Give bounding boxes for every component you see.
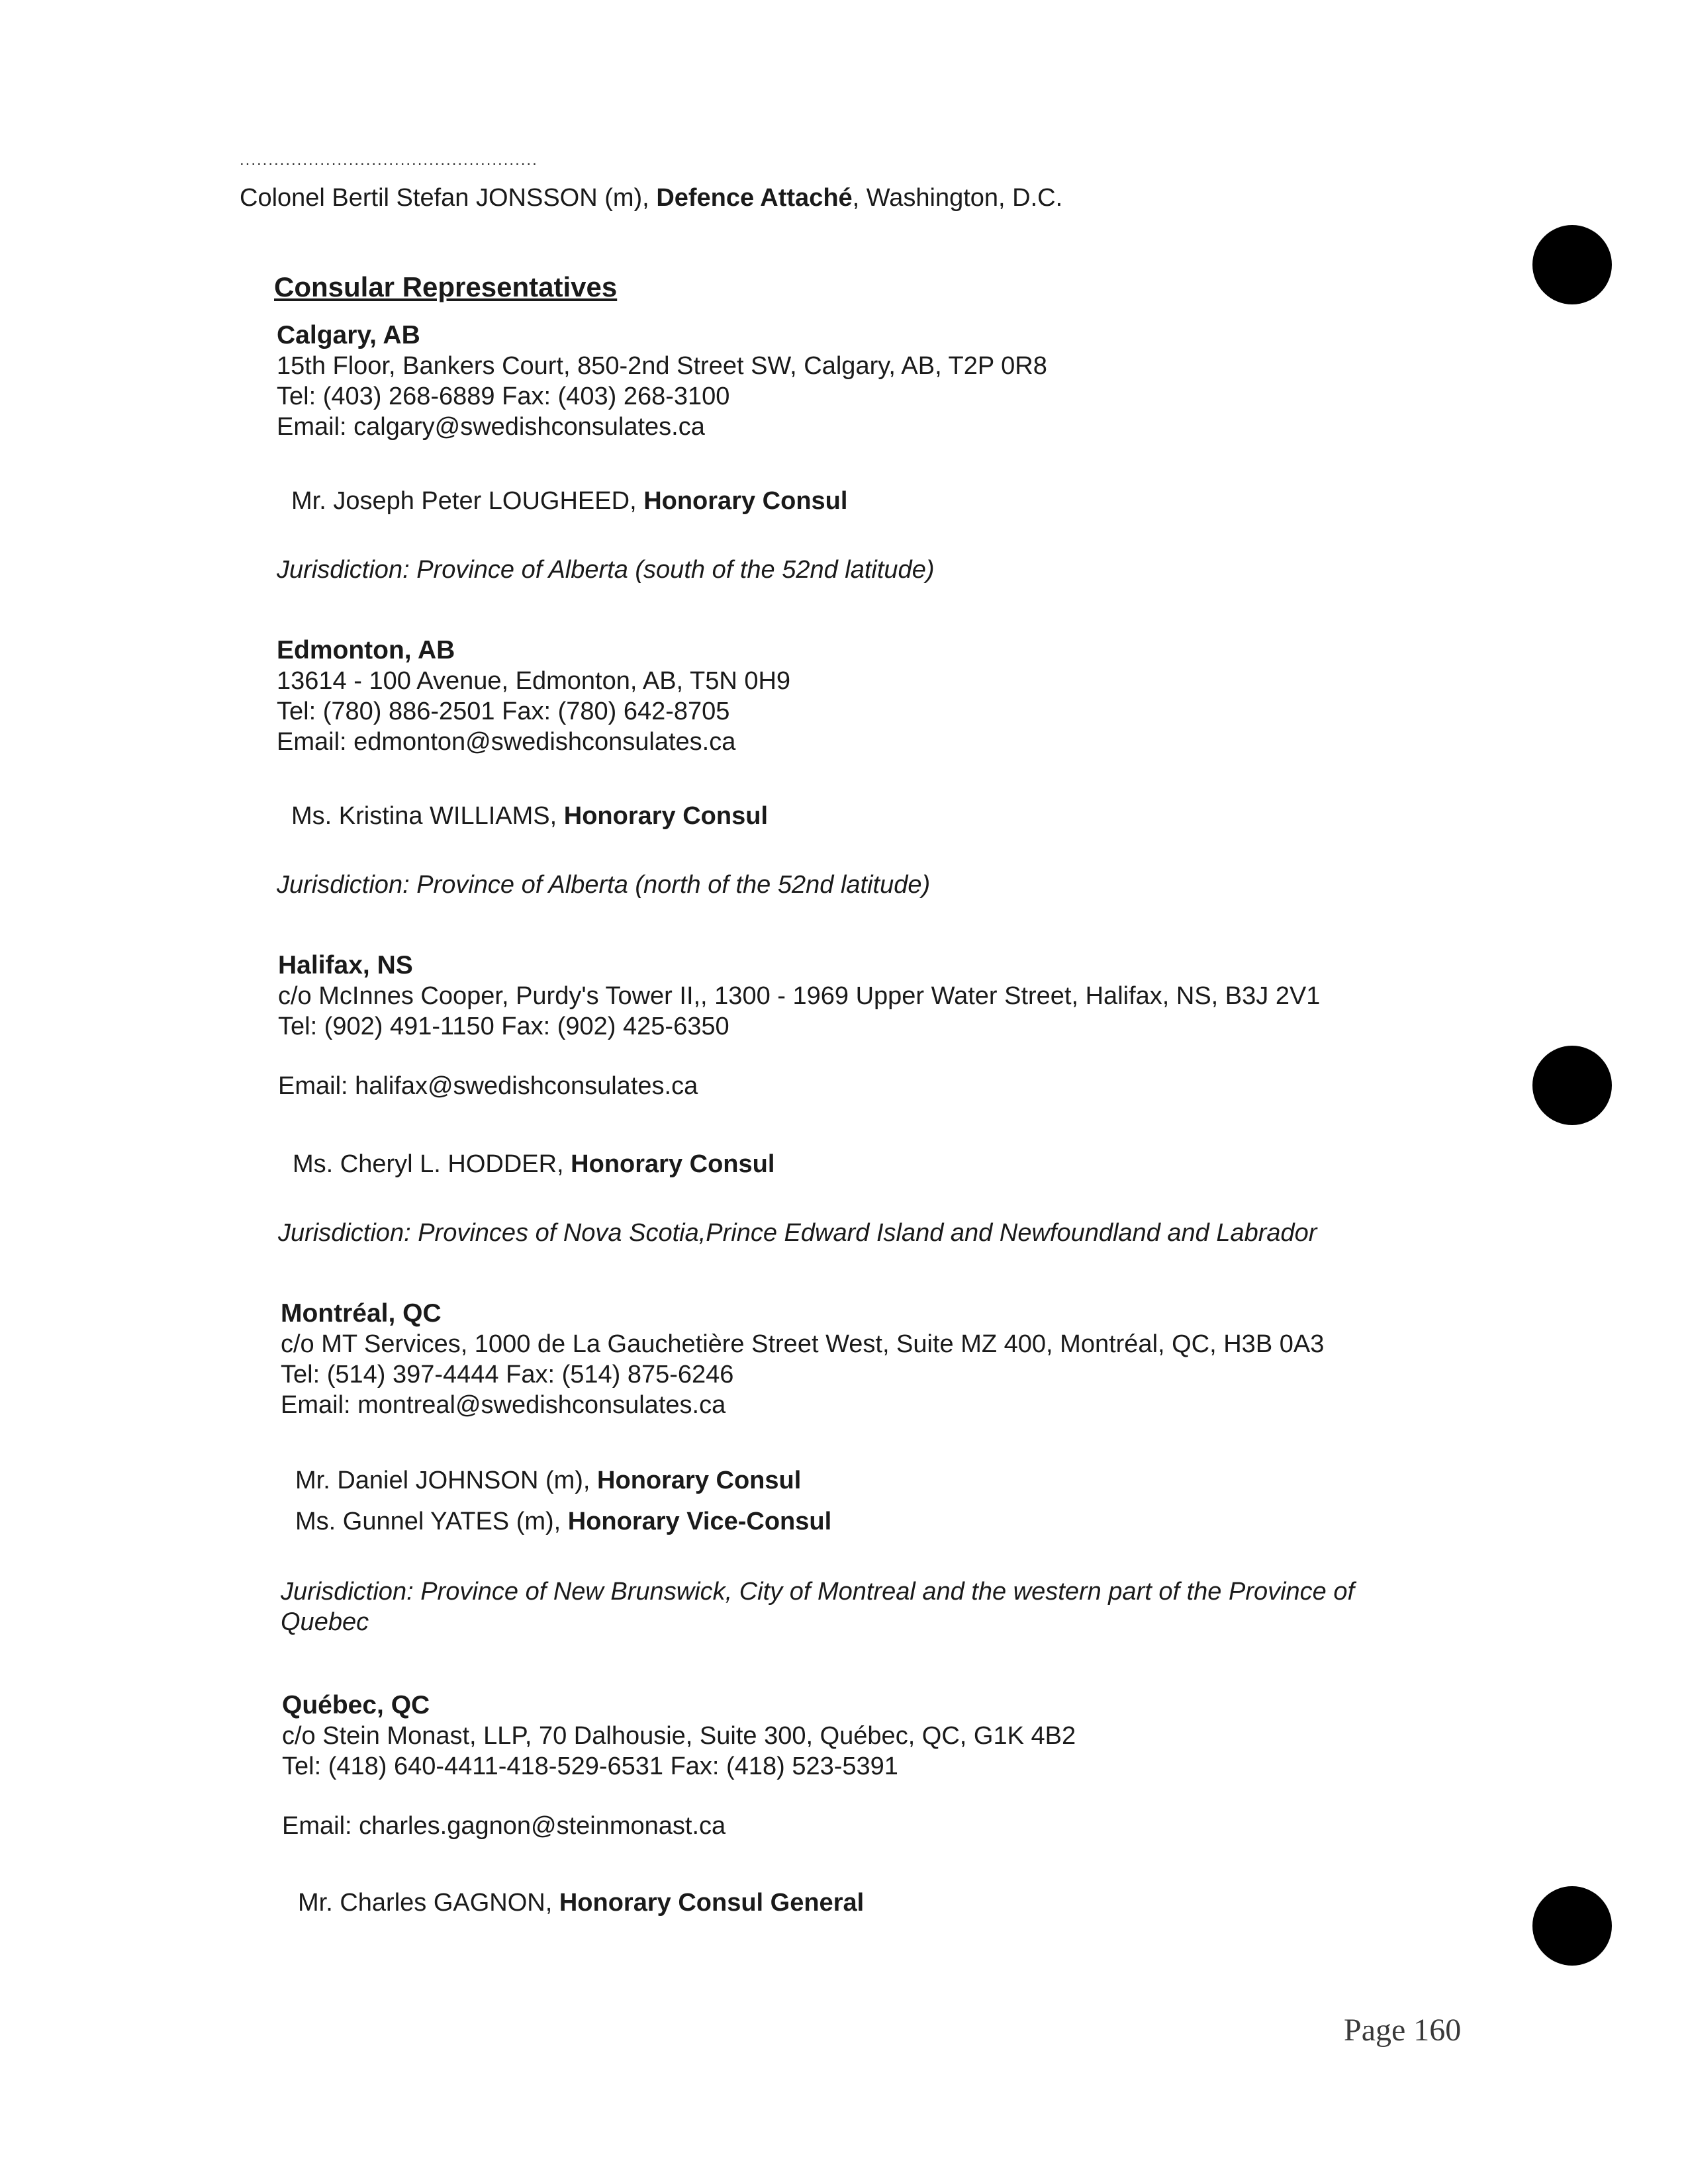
address: 15th Floor, Bankers Court, 850-2nd Street SW, Calgary, AB, T2P 0R8 — [277, 352, 1047, 380]
person-name: Mr. Daniel JOHNSON (m), — [295, 1467, 598, 1494]
attache-name: Colonel Bertil Stefan JONSSON (m), — [240, 184, 657, 212]
jurisdiction-label: Jurisdiction: — [278, 1219, 411, 1247]
city-name: Edmonton, AB — [277, 636, 455, 664]
person-montreal-vice-consul — [295, 1506, 831, 1537]
jurisdiction-calgary — [277, 555, 934, 585]
phone-fax: Tel: (902) 491-1150 Fax: (902) 425-6350 — [278, 1013, 729, 1040]
jurisdiction-label: Jurisdiction: — [281, 1578, 414, 1606]
phone-fax: Tel: (418) 640-4411-418-529-6531 Fax: (418) 523-5391 — [282, 1752, 898, 1780]
person-name: Ms. Cheryl L. HODDER, — [293, 1150, 571, 1178]
person-title: Honorary Consul General — [559, 1889, 865, 1917]
address: c/o McInnes Cooper, Purdy's Tower II,, 1300 - 1969 Upper Water Street, Halifax, NS, B3J 2V1 — [278, 982, 1321, 1010]
jurisdiction-label: Jurisdiction: — [277, 871, 410, 899]
person-title: Honorary Consul — [597, 1467, 802, 1494]
consulate-montreal — [281, 1298, 1324, 1420]
person-edmonton-consul — [291, 801, 768, 831]
city-name: Calgary, AB — [277, 321, 420, 349]
jurisdiction-text: Province of Alberta (north of the 52nd latitude) — [409, 871, 931, 899]
jurisdiction-label: Jurisdiction: — [277, 556, 410, 584]
consulate-halifax — [278, 950, 1320, 1101]
person-name: Ms. Kristina WILLIAMS, — [291, 802, 564, 830]
person-title: Honorary Consul — [563, 802, 768, 830]
phone-fax: Tel: (514) 397-4444 Fax: (514) 875-6246 — [281, 1361, 734, 1388]
person-title: Honorary Vice-Consul — [567, 1508, 832, 1535]
address: c/o MT Services, 1000 de La Gauchetière Street West, Suite MZ 400, Montréal, QC, H3B 0A3 — [281, 1330, 1325, 1358]
person-halifax-consul — [293, 1149, 774, 1179]
person-title: Honorary Consul — [571, 1150, 775, 1178]
person-montreal-consul — [295, 1465, 801, 1496]
consular-heading: Consular Representatives — [274, 271, 618, 302]
jurisdiction-montreal — [281, 1576, 1354, 1637]
attache-location: , Washington, D.C. — [852, 184, 1063, 212]
jurisdiction-text-line2: Quebec — [281, 1608, 369, 1636]
email: Email: montreal@swedishconsulates.ca — [281, 1391, 726, 1419]
page-number: Page 160 — [1344, 2013, 1462, 2048]
dotted-separator: .................................................... — [240, 151, 538, 169]
person-name: Mr. Joseph Peter LOUGHEED, — [291, 487, 644, 515]
jurisdiction-text: Province of Alberta (south of the 52nd latitude) — [409, 556, 935, 584]
punch-hole-middle — [1532, 1046, 1612, 1125]
email: Email: calgary@swedishconsulates.ca — [277, 413, 705, 441]
person-quebec-consul-general — [298, 1888, 864, 1918]
consulate-quebec — [282, 1690, 1076, 1841]
city-name: Montréal, QC — [281, 1299, 442, 1328]
jurisdiction-text: Province of New Brunswick, City of Montreal and the western part of the Province of — [413, 1578, 1355, 1606]
phone-fax: Tel: (403) 268-6889 Fax: (403) 268-3100 — [277, 383, 730, 410]
address: c/o Stein Monast, LLP, 70 Dalhousie, Suite 300, Québec, QC, G1K 4B2 — [282, 1722, 1076, 1750]
attache-title: Defence Attaché — [656, 184, 853, 212]
jurisdiction-text: Provinces of Nova Scotia,Prince Edward Island and Newfoundland and Labrador — [410, 1219, 1317, 1247]
person-name: Mr. Charles GAGNON, — [298, 1889, 559, 1917]
jurisdiction-edmonton — [277, 870, 930, 900]
email: Email: edmonton@swedishconsulates.ca — [277, 728, 736, 756]
jurisdiction-halifax — [278, 1218, 1317, 1248]
address: 13614 - 100 Avenue, Edmonton, AB, T5N 0H9 — [277, 667, 791, 695]
consulate-calgary — [277, 320, 1047, 442]
city-name: Halifax, NS — [278, 951, 413, 979]
consulate-edmonton — [277, 635, 790, 757]
city-name: Québec, QC — [282, 1691, 430, 1719]
phone-fax: Tel: (780) 886-2501 Fax: (780) 642-8705 — [277, 698, 730, 725]
punch-hole-top — [1532, 225, 1612, 304]
email: Email: charles.gagnon@steinmonast.ca — [282, 1812, 726, 1840]
person-title: Honorary Consul — [643, 487, 848, 515]
email: Email: halifax@swedishconsulates.ca — [278, 1072, 698, 1100]
person-calgary-consul — [291, 486, 847, 516]
defence-attache-line — [240, 183, 1062, 213]
punch-hole-bottom — [1532, 1886, 1612, 1966]
person-name: Ms. Gunnel YATES (m), — [295, 1508, 568, 1535]
